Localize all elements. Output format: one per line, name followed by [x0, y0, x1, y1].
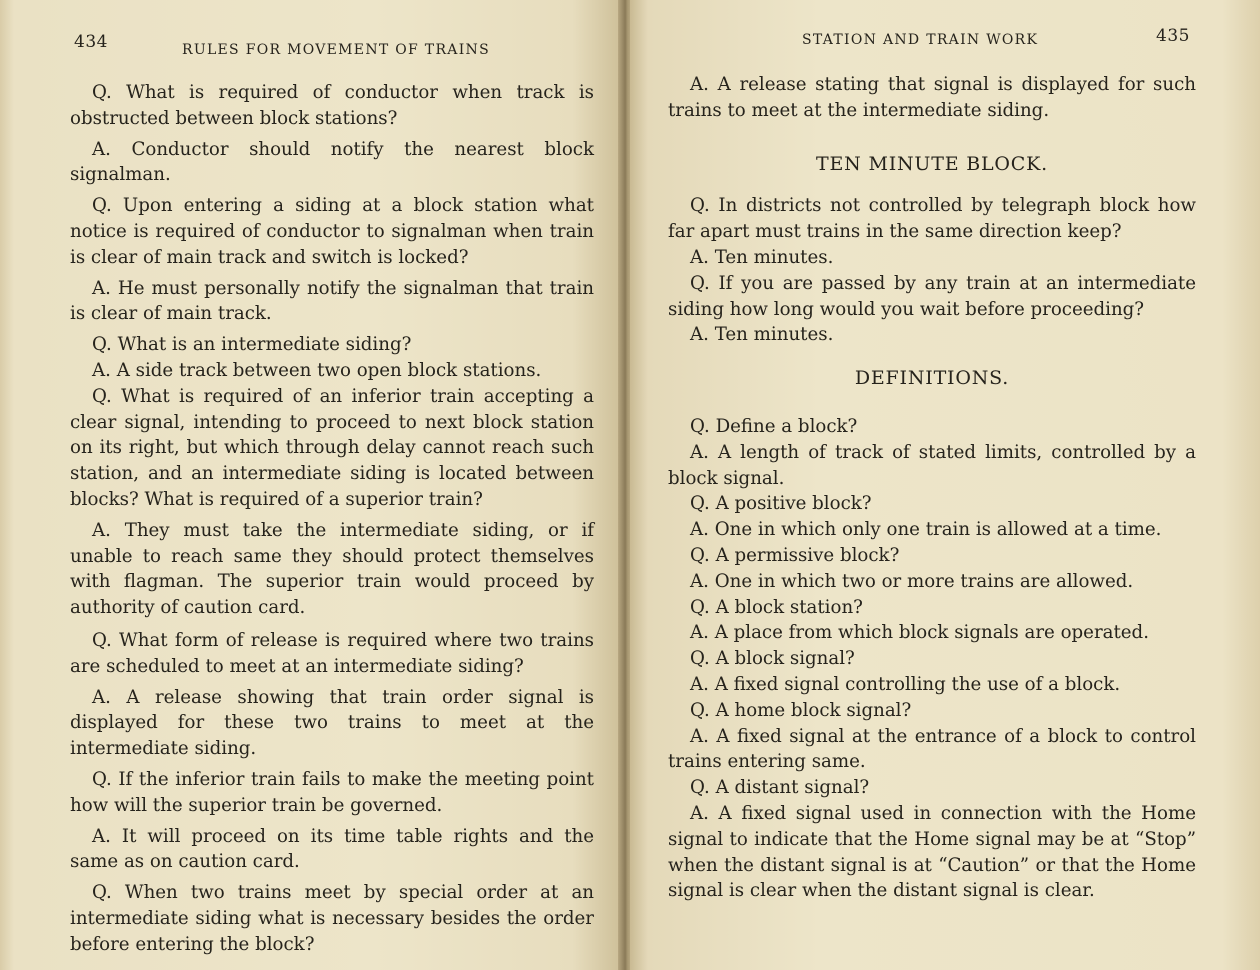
paragraph: Q. A distant signal? — [690, 777, 870, 799]
paragraph: Q. A home block signal? — [690, 699, 912, 721]
right-page — [630, 0, 1260, 970]
paragraph: A. A length of track of stated limits, controlled by a block signal. — [668, 441, 1196, 489]
paragraph: Q. When two trains meet by special order at an intermediate siding what is necessary besides the order before entering the block? — [70, 882, 594, 955]
paragraph: A. Ten minutes. — [690, 246, 834, 268]
paragraph: Q. In districts not controlled by telegraph block how far apart must trains in the same direction keep? — [668, 195, 1196, 243]
paragraph: A. One in which only one train is allowed at a time. — [690, 519, 1162, 541]
paragraph: Q. A positive block? — [690, 493, 872, 515]
paragraph: A. It will proceed on its time table rights and the same as on caution card. — [70, 825, 594, 873]
paragraph: A. Ten minutes. — [690, 324, 834, 346]
paragraph: Q. Upon entering a siding at a block station what notice is required of conductor to signalman when train is clear of main track and switch is locked? — [70, 195, 594, 268]
running-head-left: RULES FOR MOVEMENT OF TRAINS — [182, 42, 490, 58]
paragraph: Q. If the inferior train fails to make the meeting point how will the superior train be governed. — [70, 768, 594, 816]
page-number-right: 435 — [1156, 26, 1190, 46]
section-heading-definitions: DEFINITIONS. — [854, 367, 1010, 390]
paragraph: A. They must take the intermediate siding, or if unable to reach same they should protect themselves with flagman. The superior train would proceed by authority of caution card. — [70, 519, 594, 619]
right-text-column — [668, 72, 1196, 904]
paragraph: Q. Define a block? — [690, 415, 858, 437]
section-heading-ten-minute-block: TEN MINUTE BLOCK. — [816, 152, 1048, 175]
paragraph: Q. A block station? — [690, 596, 863, 618]
paragraph: A. A side track between two open block stations. — [92, 359, 542, 381]
left-page — [0, 0, 622, 970]
paragraph: A. A release stating that signal is displayed for such trains to meet at the intermediate siding. — [668, 74, 1196, 121]
paragraph: Q. What is required of an inferior train accepting a clear signal, intending to proceed to next block station on its right, but which through delay cannot reach such station, and an intermediate siding is located between blocks? What is required of a superior train? — [70, 385, 594, 510]
paragraph: A. One in which two or more trains are allowed. — [690, 570, 1134, 592]
left-text-column — [70, 80, 594, 958]
paragraph: A. He must personally notify the signalman that train is clear of main track. — [70, 277, 594, 325]
paragraph: A. A place from which block signals are operated. — [690, 622, 1149, 644]
paragraph: Q. What form of release is required where two trains are scheduled to meet at an intermediate siding? — [70, 629, 594, 677]
paragraph: Q. If you are passed by any train at an intermediate siding how long would you wait before proceeding? — [668, 272, 1196, 320]
paragraph: Q. A block signal? — [690, 648, 855, 670]
paragraph: Q. What is an intermediate siding? — [92, 334, 412, 356]
paragraph: A. A fixed signal controlling the use of a block. — [690, 673, 1121, 695]
paragraph: A. A fixed signal used in connection with the Home signal to indicate that the Home signal may be at “Stop” when the distant signal is at “Caution” or that the Home signal is clear when the distant signal is clear. — [668, 802, 1196, 902]
paragraph: A. A fixed signal at the entrance of a block to control trains entering same. — [668, 725, 1196, 773]
paragraph: A. Conductor should notify the nearest block signalman. — [70, 138, 594, 186]
paragraph: A. A release showing that train order signal is displayed for these two trains to meet at the intermediate siding. — [70, 686, 594, 760]
running-head-right: STATION AND TRAIN WORK — [802, 32, 1039, 48]
paragraph: Q. A permissive block? — [690, 544, 900, 566]
paragraph: Q. What is required of conductor when track is obstructed between block stations? — [70, 82, 594, 129]
page-number-left: 434 — [74, 32, 108, 52]
